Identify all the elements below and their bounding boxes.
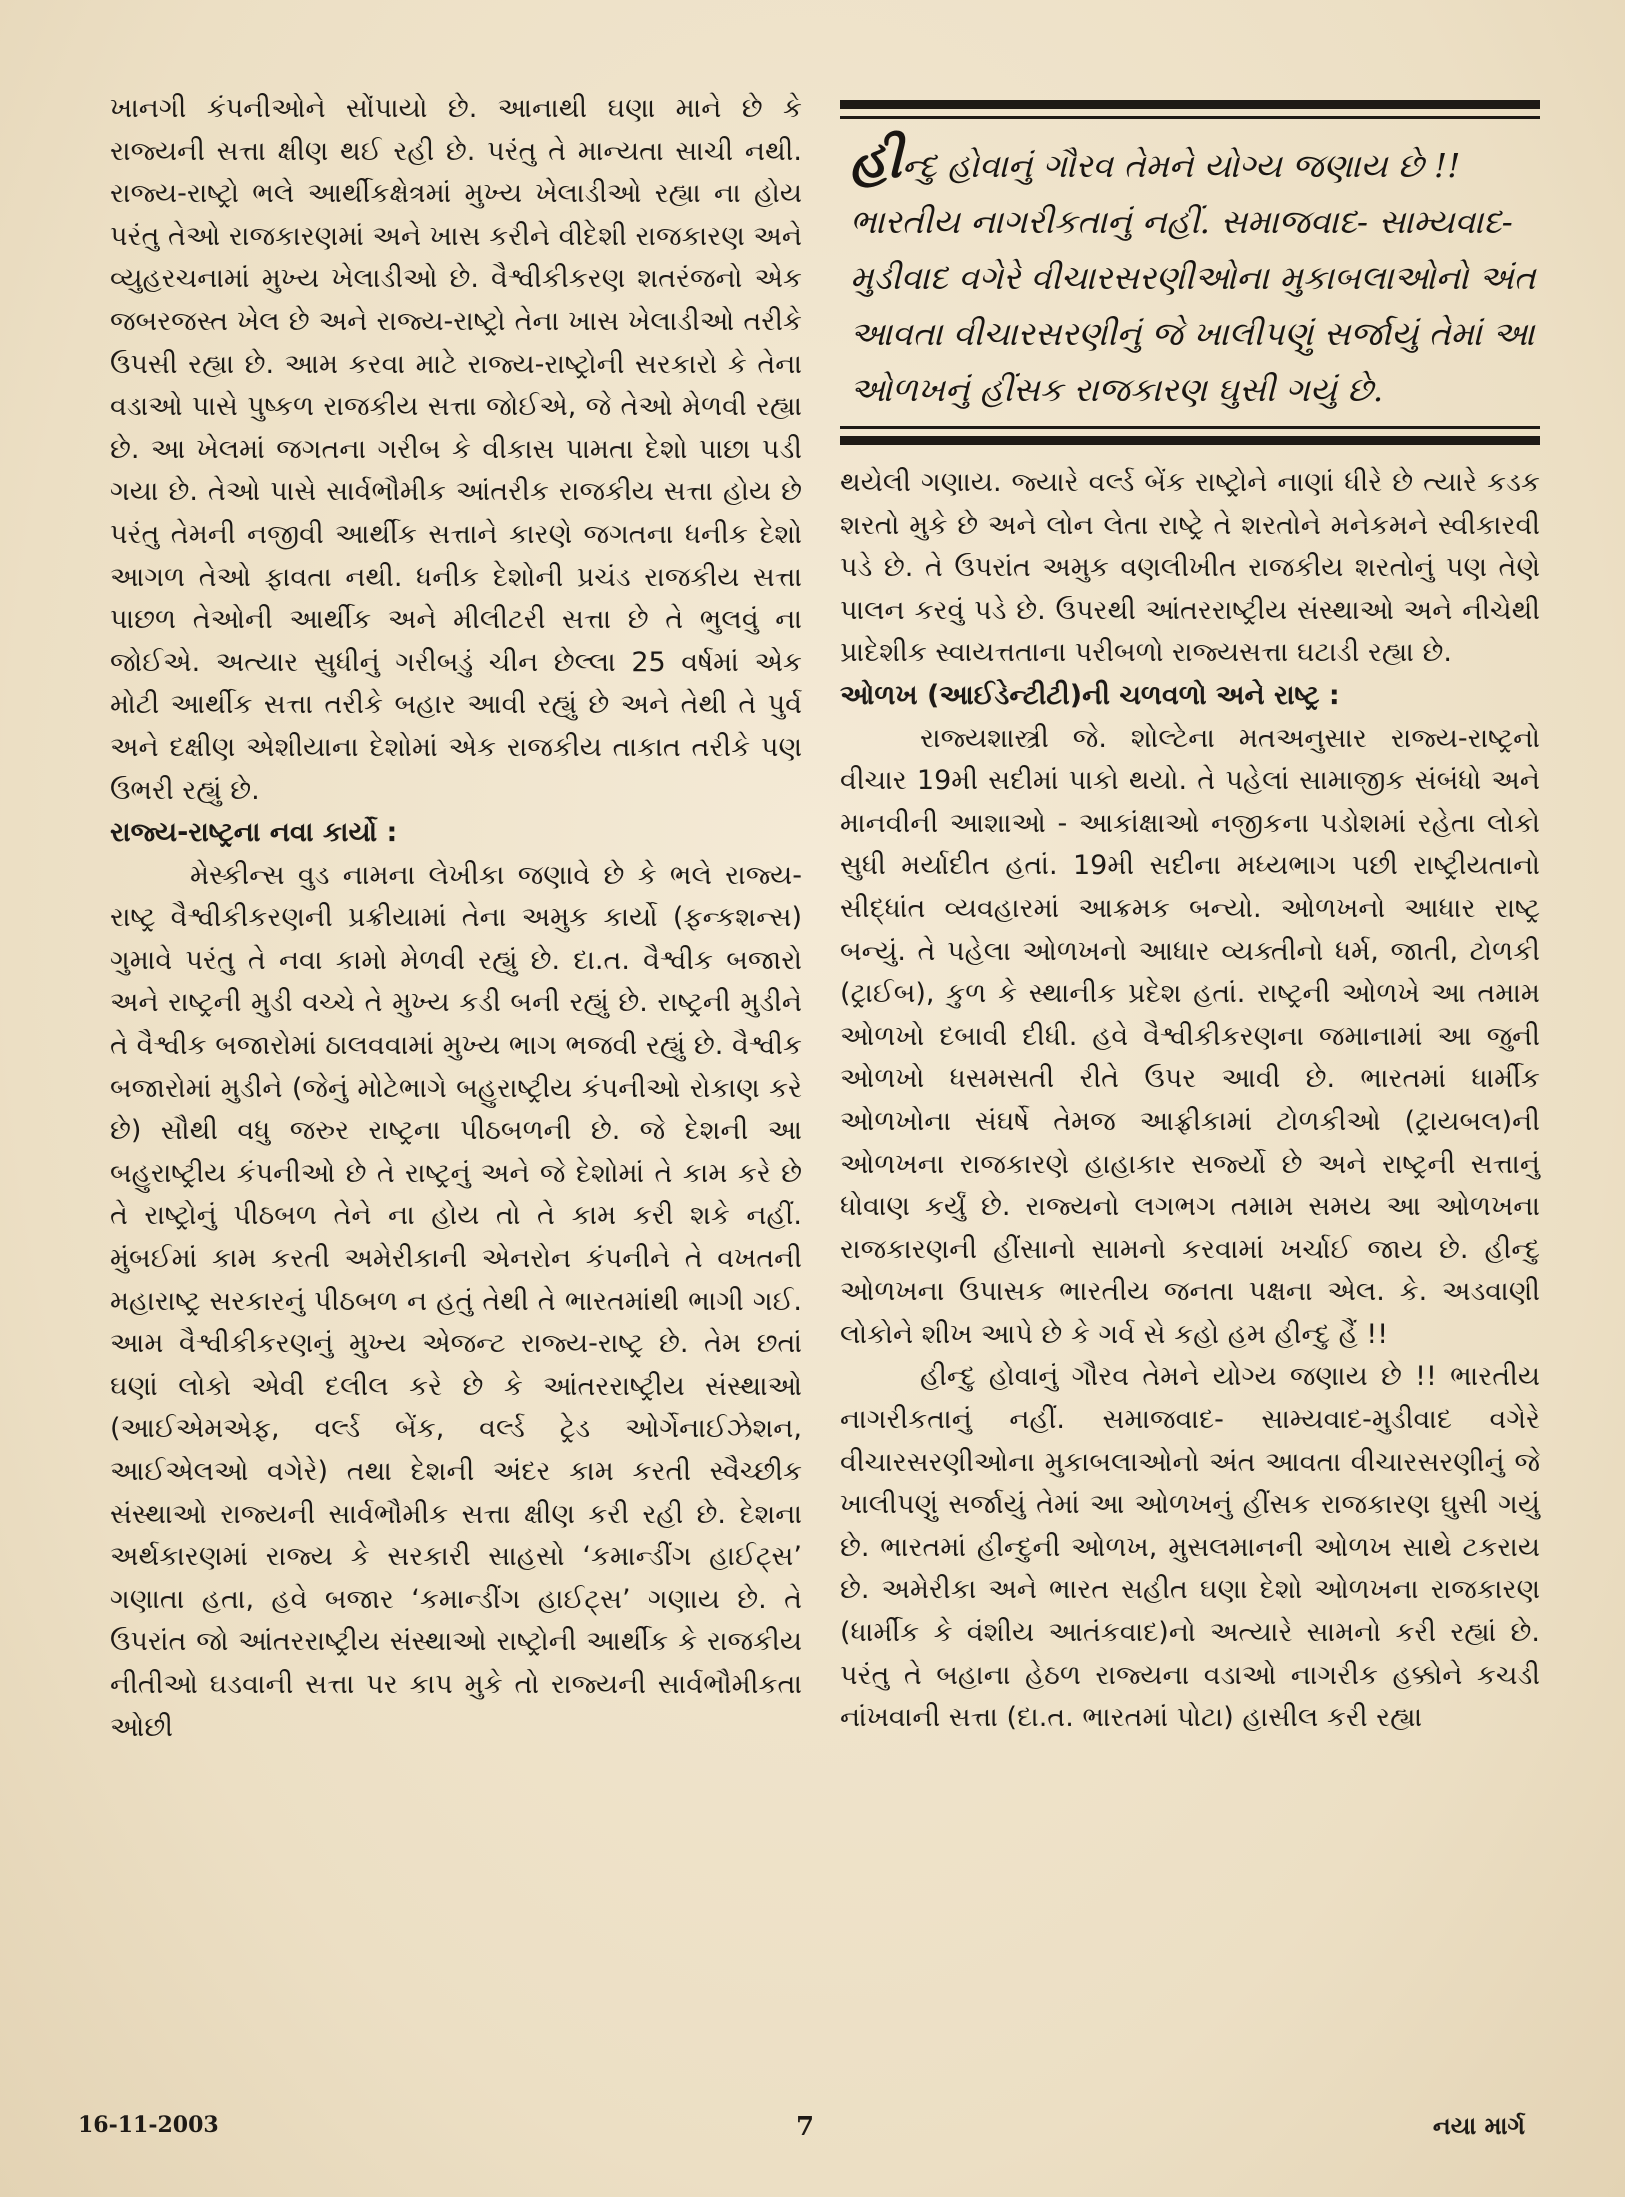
right-column xyxy=(840,462,1540,1740)
pull-quote-top-rule-thick xyxy=(840,100,1540,109)
right-paragraph-2: રાજ્યશાસ્ત્રી જે. શોલ્ટેના મતઅનુસાર રાજ્ય-રાષ્ટ્રનો વીચાર 19મી સદીમાં પાકો થયો. તે પહેલાં સામાજીક સંબંધો અને માનવીની આશાઓ - આકાંક્ષાઓ નજીકના પડોશમાં રહેતા લોકો સુધી મર્યાદીત હતાં. 19મી સદીના મધ્યભાગ પછી રાષ્ટ્રીયતાનો સીદ્ધાંત વ્યવહારમાં આક્રમક બન્યો. ઓળખનો આધાર રાષ્ટ્ર બન્યું. તે પહેલા ઓળખનો આધાર વ્યક્તીનો ધર્મ, જાતી, ટોળકી (ટ્રાઈબ), કુળ કે સ્થાનીક પ્રદેશ હતાં. રાષ્ટ્રની ઓળખે આ તમામ ઓળખો દબાવી દીધી. હવે વૈશ્વીકીકરણના જમાનામાં આ જુની ઓળખો ધસમસતી રીતે ઉપર આવી છે. ભારતમાં ધાર્મીક ઓળખોના સંઘર્ષે તેમજ આફ્રીકામાં ટોળકીઓ (ટ્રાયબલ)ની ઓળખના રાજકારણે હાહાકાર સર્જ્યો છે અને રાષ્ટ્રની સત્તાનું ધોવાણ કર્યું છે. રાજ્યનો લગભગ તમામ સમય આ ઓળખના રાજકારણની હીંસાનો સામનો કરવામાં ખર્ચાઈ જાય છે. હીન્દુ ઓળખના ઉપાસક ભારતીય જનતા પક્ષના એલ. કે. અડવાણી લોકોને શીખ આપે છે કે ગર્વ સે કહો હમ હીન્દુ હૈં !! xyxy=(840,722,1540,1350)
page-number: 7 xyxy=(796,2112,815,2142)
left-paragraph-1: ખાનગી કંપનીઓને સોંપાયો છે. આનાથી ઘણા માને છે કે રાજ્યની સત્તા ક્ષીણ થઈ રહી છે. પરંતુ તે માન્યતા સાચી નથી. રાજ્ય-રાષ્ટ્રો ભલે આર્થીકક્ષેત્રમાં મુખ્ય ખેલાડીઓ રહ્યા ના હોય પરંતુ તેઓ રાજકારણમાં અને ખાસ કરીને વીદેશી રાજકારણ અને વ્યુહરચનામાં મુખ્ય ખેલાડીઓ છે. વૈશ્વીકીકરણ શતરંજનો એક જબરજસ્ત ખેલ છે અને રાજ્ય-રાષ્ટ્રો તેના ખાસ ખેલાડીઓ તરીકે ઉપસી રહ્યા છે. આમ કરવા માટે રાજ્ય-રાષ્ટ્રોની સરકારો કે તેના વડાઓ પાસે પુષ્કળ રાજકીય સત્તા જોઈએ, જે તેઓ મેળવી રહ્યા છે. આ ખેલમાં જગતના ગરીબ કે વીકાસ પામતા દેશો પાછા પડી ગયા છે. તેઓ પાસે સાર્વભૌમીક આંતરીક રાજકીય સત્તા હોય છે પરંતુ તેમની નજીવી આર્થીક સત્તાને કારણે જગતના ધનીક દેશો આગળ તેઓ ફાવતા નથી. ધનીક દેશોની પ્રચંડ રાજકીય સત્તા પાછળ તેઓની આર્થીક અને મીલીટરી સત્તા છે તે ભુલવું ના જોઈએ. અત્યાર સુધીનું ગરીબડું ચીન છેલ્લા 25 વર્ષમાં એક મોટી આર્થીક સત્તા તરીકે બહાર આવી રહ્યું છે અને તેથી તે પુર્વ અને દક્ષીણ એશીયાના દેશોમાં એક રાજકીય તાકાત તરીકે પણ ઉભરી રહ્યું છે. xyxy=(110,93,802,806)
pull-quote-drop-letter: હી xyxy=(850,129,902,190)
pull-quote-bottom-rule-thick xyxy=(840,436,1540,445)
section-heading-new-functions: રાજ્ય-રાષ્ટ્રના નવા કાર્યો : xyxy=(110,817,398,849)
left-paragraph-2: મેસ્કીન્સ વુડ નામના લેખીકા જણાવે છે કે ભલે રાજ્ય-રાષ્ટ્ર વૈશ્વીકીકરણની પ્રક્રીયામાં તેના અમુક કાર્યો (ફન્કશન્સ) ગુમાવે પરંતુ તે નવા કામો મેળવી રહ્યું છે. દા.ત. વૈશ્વીક બજારો અને રાષ્ટ્રની મુડી વચ્ચે તે મુખ્ય કડી બની રહ્યું છે. રાષ્ટ્રની મુડીને તે વૈશ્વીક બજારોમાં ઠાલવવામાં મુખ્ય ભાગ ભજવી રહ્યું છે. વૈશ્વીક બજારોમાં મુડીને (જેનું મોટેભાગે બહુરાષ્ટ્રીય કંપનીઓ રોકાણ કરે છે) સૌથી વધુ જરુર રાષ્ટ્રના પીઠબળની છે. જે દેશની આ બહુરાષ્ટ્રીય કંપનીઓ છે તે રાષ્ટ્રનું અને જે દેશોમાં તે કામ કરે છે તે રાષ્ટ્રોનું પીઠબળ તેને ના હોય તો તે કામ કરી શકે નહીં. મુંબઈમાં કામ કરતી અમેરીકાની એનરોન કંપનીને તે વખતની મહારાષ્ટ્ર સરકારનું પીઠબળ ન હતું તેથી તે ભારતમાંથી ભાગી ગઈ. આમ વૈશ્વીકીકરણનું મુખ્ય એજન્ટ રાજ્ય-રાષ્ટ્ર છે. તેમ છતાં ઘણાં લોકો એવી દલીલ કરે છે કે આંતરરાષ્ટ્રીય સંસ્થાઓ (આઈએમએફ, વર્લ્ડ બેંક, વર્લ્ડ ટ્રેડ ઓર્ગેનાઈઝેશન, આઈએલઓ વગેરે) તથા દેશની અંદર કામ કરતી સ્વૈચ્છીક સંસ્થાઓ રાજ્યની સાર્વભૌમીક સત્તા ક્ષીણ કરી રહી છે. દેશના અર્થકારણમાં રાજ્ય કે સરકારી સાહસો ‘કમાન્ડીંગ હાઈટ્સ’ ગણાતા હતા, હવે બજાર ‘કમાન્ડીંગ હાઈટ્સ’ ગણાય છે. તે ઉપરાંત જો આંતરરાષ્ટ્રીય સંસ્થાઓ રાષ્ટ્રોની આર્થીક કે રાજકીય નીતીઓ ઘડવાની સત્તા પર કાપ મુકે તો રાજ્યની સાર્વભૌમીકતા ઓછી xyxy=(110,859,802,1743)
publication-name: નયા માર્ગ xyxy=(1432,2112,1525,2140)
pull-quote-body: ન્દુ હોવાનું ગૌરવ તેમને યોગ્ય જણાય છે !! ભારતીય નાગરીકતાનું નહીં. સમાજવાદ- સામ્યવાદ-મુડીવાદ વગેરે વીચારસરણીઓના મુકાબલાઓનો અંત આવતા વીચારસરણીનું જે ખાલીપણું સર્જાયું તેમાં આ ઓળખનું હીંસક રાજકારણ ઘુસી ગયું છે. xyxy=(850,146,1536,409)
right-paragraph-3: હીન્દુ હોવાનું ગૌરવ તેમને યોગ્ય જણાય છે !! ભારતીય નાગરીકતાનું નહીં. સમાજવાદ- સામ્યવાદ-મુડીવાદ વગેરે વીચારસરણીઓના મુકાબલાઓનો અંત આવતા વીચારસરણીનું જે ખાલીપણું સર્જાયું તેમાં આ ઓળખનું હીંસક રાજકારણ ઘુસી ગયું છે. ભારતમાં હીન્દુની ઓળખ, મુસલમાનની ઓળખ સાથે ટકરાય છે. અમેરીકા અને ભારત સહીત ઘણા દેશો ઓળખના રાજકારણ (ધાર્મીક કે વંશીય આતંકવાદ)નો અત્યારે સામનો કરી રહ્યાં છે. પરંતુ તે બહાના હેઠળ રાજ્યના વડાઓ નાગરીક હક્કોને કચડી નાંખવાની સત્તા (દા.ત. ભારતમાં પોટા) હાસીલ કરી રહ્યા xyxy=(840,1361,1540,1734)
pull-quote-top-rule-thin xyxy=(840,116,1540,119)
left-column xyxy=(110,88,802,1749)
pull-quote-bottom-rule-thin xyxy=(840,426,1540,429)
pull-quote-text xyxy=(850,129,1540,418)
section-heading-identity-movements: ઓળખ (આઈડેન્ટીટી)ની ચળવળો અને રાષ્ટ્ર : xyxy=(840,679,1340,711)
pull-quote-box xyxy=(840,92,1540,454)
right-paragraph-1: થયેલી ગણાય. જ્યારે વર્લ્ડ બેંક રાષ્ટ્રોને નાણાં ધીરે છે ત્યારે કડક શરતો મુકે છે અને લોન લેતા રાષ્ટ્રે તે શરતોને મનેકમને સ્વીકારવી પડે છે. તે ઉપરાંત અમુક વણલીખીત રાજકીય શરતોનું પણ તેણે પાલન કરવું પડે છે. ઉપરથી આંતરરાષ્ટ્રીય સંસ્થાઓ અને નીચેથી પ્રાદેશીક સ્વાયત્તતાના પરીબળો રાજ્યસત્તા ઘટાડી રહ્યા છે. xyxy=(840,467,1540,669)
footer-date: 16-11-2003 xyxy=(78,2112,219,2138)
